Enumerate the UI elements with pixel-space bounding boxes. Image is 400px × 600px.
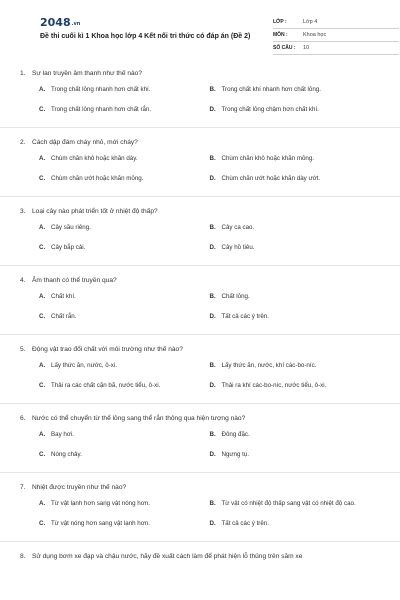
answer-option-a[interactable] bbox=[39, 154, 210, 163]
option-letter: B . bbox=[210, 430, 222, 439]
option-letter: B . bbox=[210, 223, 222, 232]
question-item bbox=[20, 344, 380, 404]
option-text: Từ vật có nhiệt độ thấp sang vật có nhiệt độ cao. bbox=[221, 500, 356, 507]
question-item bbox=[20, 275, 380, 335]
answer-option-d[interactable] bbox=[210, 450, 381, 459]
answer-option-d[interactable] bbox=[210, 312, 381, 321]
question-stem: Nhiệt được truyền như thế nào? bbox=[32, 484, 127, 491]
answer-option-d[interactable] bbox=[210, 174, 381, 183]
meta-row-count bbox=[273, 42, 399, 55]
question-header bbox=[20, 413, 380, 424]
answer-row bbox=[39, 361, 380, 381]
answer-option-c[interactable] bbox=[39, 243, 210, 252]
option-letter: B . bbox=[210, 154, 222, 163]
site-logo[interactable] bbox=[40, 16, 80, 29]
question-divider bbox=[0, 472, 400, 473]
question-number: 5. bbox=[20, 346, 26, 353]
option-text: Tất cả các ý trên. bbox=[221, 520, 269, 527]
option-letter: A . bbox=[39, 292, 51, 301]
option-letter: C . bbox=[39, 243, 51, 252]
question-number: 8. bbox=[20, 553, 26, 560]
question-stem: Loại cây nào phát triển tốt ở nhiệt độ thấp? bbox=[32, 208, 158, 215]
answer-option-a[interactable] bbox=[39, 292, 210, 301]
question-number: 2. bbox=[20, 139, 26, 146]
answer-row bbox=[39, 174, 380, 194]
question-divider bbox=[0, 403, 400, 404]
meta-label: SỐ CÂU : bbox=[273, 45, 296, 51]
question-header bbox=[20, 275, 380, 286]
answer-options bbox=[39, 154, 380, 194]
meta-value: Lớp 4 bbox=[303, 19, 318, 25]
option-text: Chất rắn. bbox=[51, 313, 77, 320]
option-text: Nóng chảy. bbox=[51, 451, 82, 458]
option-letter: C . bbox=[39, 450, 51, 459]
option-letter: C . bbox=[39, 381, 51, 390]
question-header bbox=[20, 68, 380, 79]
option-letter: D . bbox=[210, 312, 222, 321]
option-letter: A . bbox=[39, 361, 51, 370]
option-letter: D . bbox=[210, 174, 222, 183]
answer-option-d[interactable] bbox=[210, 243, 381, 252]
answer-option-a[interactable] bbox=[39, 361, 210, 370]
question-list bbox=[20, 68, 380, 542]
question-item bbox=[20, 413, 380, 473]
option-text: Thải ra khí các-bo-níc, nước tiểu, ô-xi. bbox=[221, 382, 327, 389]
question-divider bbox=[0, 127, 400, 128]
answer-options bbox=[39, 223, 380, 263]
answer-option-a[interactable] bbox=[39, 430, 210, 439]
answer-row bbox=[39, 499, 380, 519]
meta-value: 10 bbox=[303, 45, 310, 51]
option-text: Chất lỏng. bbox=[221, 293, 250, 300]
option-text: Chùm chăn ướt hoặc khăn mỏng. bbox=[51, 175, 144, 182]
option-text: Thải ra các chất cặn bã, nước tiểu, ô-xi. bbox=[51, 382, 161, 389]
meta-label: MÔN : bbox=[273, 32, 288, 38]
question-divider bbox=[0, 334, 400, 335]
option-text: Trong chất lỏng nhanh hơn chất khí. bbox=[51, 86, 151, 93]
answer-option-c[interactable] bbox=[39, 381, 210, 390]
option-letter: C . bbox=[39, 174, 51, 183]
option-text: Trong chất lỏng chậm hơn chất khí. bbox=[221, 106, 319, 113]
question-stem: Sử dụng bơm xe đạp và chậu nước, hãy đề xuất cách làm để phát hiện lỗ thủng trên săm xe bbox=[32, 553, 303, 560]
option-text: Trong chất khí nhanh hơn chất lỏng. bbox=[221, 86, 321, 93]
question-divider bbox=[0, 265, 400, 266]
answer-options bbox=[39, 430, 380, 470]
option-text: Bay hơi. bbox=[51, 431, 74, 438]
answer-option-d[interactable] bbox=[210, 519, 381, 528]
logo-main: 2048 bbox=[40, 16, 71, 29]
answer-option-b[interactable] bbox=[210, 499, 381, 508]
option-text: Lấy thức ăn, nước, khí các-bo-níc. bbox=[221, 362, 317, 369]
header bbox=[20, 0, 380, 68]
logo-domain: .vn bbox=[71, 21, 81, 27]
option-text: Chùm chăn khô hoặc khăn dày. bbox=[51, 155, 138, 162]
answer-option-b[interactable] bbox=[210, 292, 381, 301]
answer-options bbox=[39, 85, 380, 125]
question-header bbox=[20, 206, 380, 217]
question-header bbox=[20, 344, 380, 355]
meta-label: LỚP : bbox=[273, 19, 287, 25]
option-letter: D . bbox=[210, 381, 222, 390]
answer-option-b[interactable] bbox=[210, 430, 381, 439]
option-letter: B . bbox=[210, 292, 222, 301]
option-text: Cây ca cao. bbox=[221, 224, 255, 231]
option-text: Ngưng tụ. bbox=[221, 451, 250, 458]
option-letter: A . bbox=[39, 430, 51, 439]
question-stem: Sự lan truyền âm thanh như thế nào? bbox=[32, 70, 143, 77]
option-letter: A . bbox=[39, 154, 51, 163]
option-letter: A . bbox=[39, 85, 51, 94]
answer-row bbox=[39, 292, 380, 312]
option-letter: A . bbox=[39, 499, 51, 508]
option-letter: B . bbox=[210, 361, 222, 370]
option-letter: D . bbox=[210, 519, 222, 528]
answer-option-c[interactable] bbox=[39, 450, 210, 459]
answer-option-b[interactable] bbox=[210, 361, 381, 370]
option-letter: D . bbox=[210, 243, 222, 252]
answer-row bbox=[39, 105, 380, 125]
question-stem: Cách dập đám cháy nhỏ, mới cháy? bbox=[32, 139, 138, 146]
option-letter: D . bbox=[210, 105, 222, 114]
option-letter: C . bbox=[39, 312, 51, 321]
option-text: Cây bắp cải. bbox=[51, 244, 86, 251]
meta-info bbox=[273, 16, 399, 55]
question-header bbox=[20, 482, 380, 493]
question-number: 4. bbox=[20, 277, 26, 284]
answer-option-a[interactable] bbox=[39, 223, 210, 232]
answer-option-a[interactable] bbox=[39, 85, 210, 94]
answer-option-a[interactable] bbox=[39, 499, 210, 508]
answer-options bbox=[39, 292, 380, 332]
answer-row bbox=[39, 223, 380, 243]
answer-option-c[interactable] bbox=[39, 105, 210, 114]
question-number: 6. bbox=[20, 415, 26, 422]
meta-row-grade bbox=[273, 16, 399, 29]
answer-row bbox=[39, 312, 380, 332]
option-text: Tất cả các ý trên. bbox=[221, 313, 269, 320]
answer-row bbox=[39, 430, 380, 450]
option-text: Đông đặc. bbox=[221, 431, 250, 438]
answer-options bbox=[39, 361, 380, 401]
question-divider bbox=[0, 196, 400, 197]
question-stem: Nước có thể chuyển từ thể lỏng sang thể rắn thông qua hiện tượng nào? bbox=[32, 415, 246, 422]
question-divider bbox=[0, 541, 400, 542]
answer-row bbox=[39, 85, 380, 105]
page-title: Đề thi cuối kì 1 Khoa học lớp 4 Kết nối tri thức có đáp án (Đề 2) bbox=[40, 33, 251, 40]
meta-value: Khoa học bbox=[303, 32, 327, 38]
option-letter: C . bbox=[39, 105, 51, 114]
option-text: Lấy thức ăn, nước, ô-xi. bbox=[51, 362, 117, 369]
option-text: Trong chất lỏng nhanh hơn chất rắn. bbox=[51, 106, 152, 113]
answer-option-b[interactable] bbox=[210, 85, 381, 94]
option-text: Từ vật nóng hơn sang vật lạnh hơn. bbox=[51, 520, 150, 527]
answer-option-b[interactable] bbox=[210, 154, 381, 163]
answer-options bbox=[39, 499, 380, 539]
option-text: Cây sầu riêng. bbox=[51, 224, 91, 231]
answer-row bbox=[39, 154, 380, 174]
option-letter: C . bbox=[39, 519, 51, 528]
option-letter: B . bbox=[210, 499, 222, 508]
option-letter: B . bbox=[210, 85, 222, 94]
option-text: Chùm chăn ướt hoặc khăn dày ướt. bbox=[221, 175, 321, 182]
answer-option-c[interactable] bbox=[39, 312, 210, 321]
option-text: Từ vật lạnh hơn sang vật nóng hơn. bbox=[51, 500, 150, 507]
question-item bbox=[20, 137, 380, 197]
answer-option-d[interactable] bbox=[210, 381, 381, 390]
meta-row-subject bbox=[273, 29, 399, 42]
answer-row bbox=[39, 519, 380, 539]
question-item bbox=[20, 68, 380, 128]
question-partial bbox=[20, 551, 380, 562]
option-text: Cây hồ tiêu. bbox=[221, 244, 255, 251]
answer-option-d[interactable] bbox=[210, 105, 381, 114]
question-header bbox=[20, 137, 380, 148]
question-number: 1. bbox=[20, 70, 26, 77]
option-letter: D . bbox=[210, 450, 222, 459]
question-item bbox=[20, 482, 380, 542]
option-text: Chất khí. bbox=[51, 293, 76, 300]
question-item bbox=[20, 206, 380, 266]
option-text: Chùm chăn khô hoặc khăn mỏng. bbox=[221, 155, 315, 162]
answer-option-b[interactable] bbox=[210, 223, 381, 232]
option-letter: A . bbox=[39, 223, 51, 232]
answer-row bbox=[39, 450, 380, 470]
question-stem: Động vật trao đổi chất với môi trường như thế nào? bbox=[32, 346, 183, 353]
answer-row bbox=[39, 243, 380, 263]
answer-row bbox=[39, 381, 380, 401]
question-number: 7. bbox=[20, 484, 26, 491]
question-number: 3. bbox=[20, 208, 26, 215]
question-stem: Âm thanh có thể truyền qua? bbox=[32, 277, 117, 284]
answer-option-c[interactable] bbox=[39, 519, 210, 528]
answer-option-c[interactable] bbox=[39, 174, 210, 183]
